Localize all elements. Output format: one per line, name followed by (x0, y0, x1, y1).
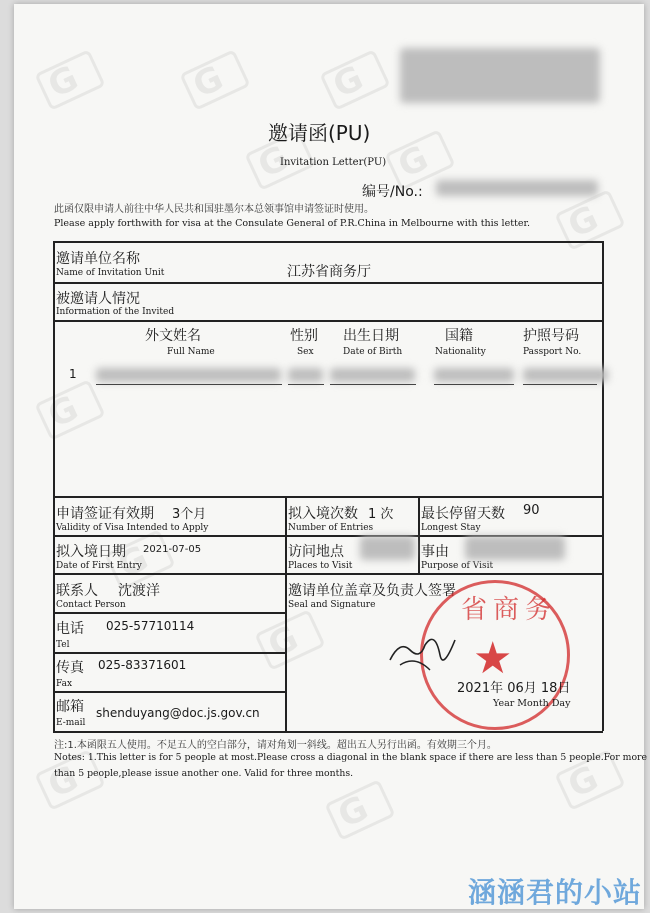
intro-en: Please apply forthwith for visa at the Consulate General of P.R.China in Melbourne with this letter. (54, 218, 530, 229)
seal-label: 邀请单位盖章及负责人签署 (288, 583, 456, 599)
col-passport-en: Passport No. (523, 347, 582, 357)
redacted-nationality (434, 368, 514, 382)
table-border (53, 573, 603, 575)
table-border (53, 691, 285, 693)
row-index: 1 (69, 367, 77, 381)
purpose-label-en: Purpose of Visit (421, 561, 494, 571)
col-fullname: 外文姓名 (145, 328, 201, 344)
redacted-number (436, 180, 598, 196)
unit-label-en: Name of Invitation Unit (56, 268, 165, 278)
table-border (53, 731, 603, 733)
email-label-en: E-mail (56, 718, 86, 728)
contact-value: 沈渡洋 (118, 583, 160, 599)
sign-date: 2021年 06月 18日 (457, 681, 571, 696)
places-label: 访问地点 (288, 544, 344, 560)
invitee-label-en: Information of the Invited (56, 307, 175, 317)
table-border (53, 612, 285, 614)
email-value: shenduyang@doc.js.gov.cn (96, 706, 260, 720)
note-en-line2: than 5 people,please issue another one. Valid for three months. (54, 768, 354, 779)
site-watermark: 涵涵君的小站 (467, 876, 642, 909)
redacted-name (96, 368, 281, 382)
redacted-passport (523, 368, 608, 382)
first-entry-label-en: Date of First Entry (56, 561, 142, 571)
stay-label-en: Longest Stay (421, 523, 481, 533)
table-border (53, 320, 603, 322)
col-sex: 性别 (290, 328, 318, 344)
entries-label-en: Number of Entries (288, 523, 374, 533)
page-title: 邀请函(PU) (268, 121, 371, 145)
table-border (285, 496, 287, 731)
entries-label: 拟入境次数 (288, 506, 358, 522)
fax-label: 传真 (56, 660, 84, 676)
entries-value: 1 次 (368, 507, 394, 522)
tel-value: 025-57710114 (106, 619, 195, 633)
fax-label-en: Fax (56, 679, 73, 689)
places-label-en: Places to Visit (288, 561, 353, 571)
validity-value: 3个月 (172, 507, 207, 522)
col-sex-en: Sex (297, 347, 314, 357)
note-cn: 注:1.本函限五人使用。不足五人的空白部分，请对角划一斜线。超出五人另行出函。有效期三个月。 (54, 740, 497, 751)
col-fullname-en: Full Name (167, 347, 215, 357)
intro-cn: 此函仅限申请人前往中华人民共和国驻墨尔本总领事馆申请签证时使用。 (54, 204, 374, 215)
col-birth: 出生日期 (343, 328, 399, 344)
col-birth-en: Date of Birth (343, 347, 403, 357)
first-entry-value: 2021-07-05 (143, 544, 202, 555)
underline (434, 384, 514, 385)
invitee-label: 被邀请人情况 (56, 291, 140, 307)
fax-value: 025-83371601 (98, 658, 187, 672)
col-nationality-en: Nationality (435, 347, 486, 357)
redacted-purpose (465, 536, 565, 560)
unit-label: 邀请单位名称 (56, 251, 140, 267)
table-border (53, 282, 603, 284)
tel-label-en: Tel (56, 640, 70, 650)
redacted-area (400, 48, 600, 103)
table-border (53, 652, 285, 654)
table-border (53, 241, 55, 731)
email-label: 邮箱 (56, 699, 84, 715)
seal-label-en: Seal and Signature (288, 600, 376, 610)
stay-label: 最长停留天数 (421, 506, 505, 522)
contact-label: 联系人 (56, 583, 98, 599)
number-label: 编号/No.: (362, 184, 423, 200)
handwritten-signature (385, 620, 460, 680)
col-nationality: 国籍 (445, 328, 473, 344)
note-en-line1: Notes: 1.This letter is for 5 people at most.Please cross a diagonal in the blank space if there are less than 5 people.For more (54, 752, 647, 763)
tel-label: 电话 (56, 621, 84, 637)
table-border (53, 241, 603, 243)
first-entry-label: 拟入境日期 (56, 544, 126, 560)
redacted-birth (330, 368, 415, 382)
validity-label-en: Validity of Visa Intended to Apply (56, 523, 209, 533)
underline (288, 384, 324, 385)
contact-label-en: Contact Person (56, 600, 126, 610)
seal-star-icon: ★ (473, 633, 513, 684)
redacted-places (360, 536, 415, 560)
page-subtitle: Invitation Letter(PU) (280, 157, 387, 168)
validity-label: 申请签证有效期 (56, 506, 154, 522)
underline (96, 384, 282, 385)
underline (523, 384, 597, 385)
table-border (53, 496, 603, 498)
seal-text: 省商务 (461, 595, 558, 625)
unit-value: 江苏省商务厅 (287, 264, 371, 280)
table-border (418, 496, 420, 573)
purpose-label: 事由 (421, 544, 449, 560)
table-border (602, 241, 604, 731)
stay-value: 90 (523, 503, 540, 518)
col-passport: 护照号码 (523, 328, 579, 344)
sign-date-en: Year Month Day (493, 698, 571, 709)
underline (330, 384, 416, 385)
redacted-sex (288, 368, 323, 382)
